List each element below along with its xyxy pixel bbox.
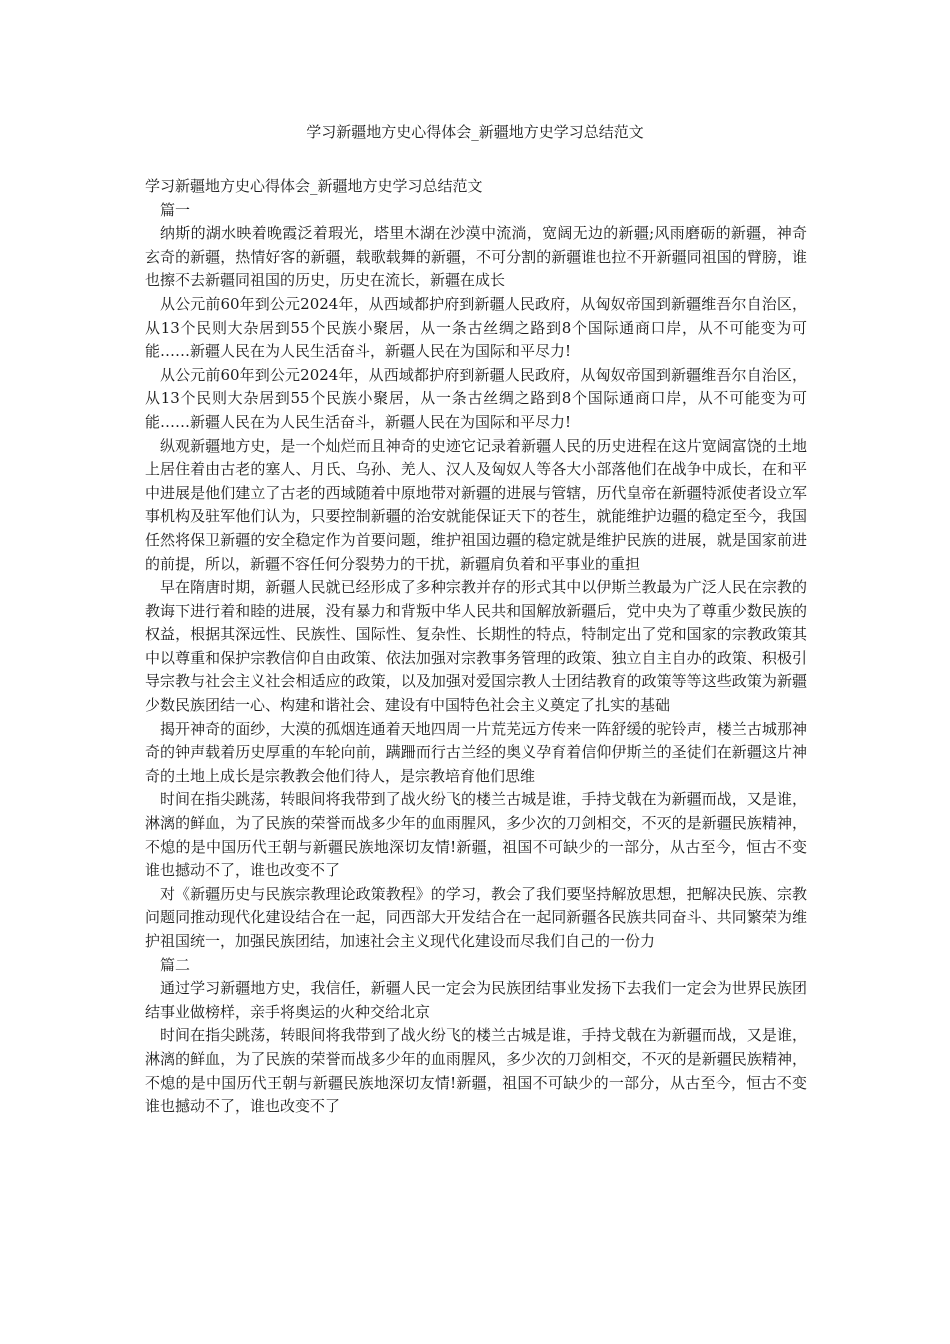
paragraph: 从公元前60年到公元2024年，从西域都护府到新疆人民政府，从匈奴帝国到新疆维吾尔自治区，从13个民则大杂居到55个民族小聚居，从一条古丝绸之路到8个国际通商口岸，从不可能变为可能……新疆人民在为人民生活奋斗，新疆人民在为国际和平尽力! (145, 294, 807, 361)
section-heading-two: 篇二 (160, 955, 191, 974)
document-subtitle: 学习新疆地方史心得体会_新疆地方史学习总结范文 (145, 177, 483, 195)
paragraph: 早在隋唐时期，新疆人民就已经形成了多种宗教并存的形式其中以伊斯兰教最为广泛人民在宗教的教诲下进行着和睦的进展，没有暴力和背叛中华人民共和国解放新疆后，党中央为了尊重少数民族的权益，根据其深远性、民族性、国际性、复杂性、长期性的特点，特制定出了党和国家的宗教政策其中以尊重和保护宗教信仰自由政策、依法加强对宗教事务管理的政策、独立自主自办的政策、积极引导宗教与社会主义社会相适应的政策，以及加强对爱国宗教人士团结教育的政策等等这些政策为新疆少数民族团结一心、构建和谐社会、建设有中国特色社会主义奠定了扎实的基础 (145, 578, 807, 715)
paragraph: 时间在指尖跳荡，转眼间将我带到了战火纷飞的楼兰古城是谁，手持戈戟在为新疆而战，又是谁，淋漓的鲜血，为了民族的荣誉而战多少年的血雨腥风，多少次的刀剑相交，不灭的是新疆民族精神，不熄的是中国历代王朝与新疆民族地深切友情!新疆，祖国不可缺少的一部分，从古至今，恒古不变谁也撼动不了，谁也改变不了 (145, 1026, 807, 1116)
paragraph: 通过学习新疆地方史，我信任，新疆人民一定会为民族团结事业发扬下去我们一定会为世界民族团结事业做榜样，亲手将奥运的火种交给北京 (145, 979, 807, 1021)
paragraph: 纵观新疆地方史，是一个灿烂而且神奇的史迹它记录着新疆人民的历史进程在这片宽阔富饶的土地上居住着由古老的塞人、月氏、乌孙、羌人、汉人及匈奴人等各大小部落他们在战争中成长，在和平中进展是他们建立了古老的西域随着中原地带对新疆的进展与管辖，历代皇帝在新疆特派使者设立军事机构及驻军他们认为，只要控制新疆的治安就能保证天下的苍生，就能维护边疆的稳定至今，我国任然将保卫新疆的安全稳定作为首要问题，维护祖国边疆的稳定就是维护民族的进展，就是国家前进的前提，所以，新疆不容任何分裂势力的干扰，新疆肩负着和平事业的重担 (145, 436, 807, 573)
paragraph: 纳斯的湖水映着晚霞泛着瑕光，塔里木湖在沙漠中流淌，宽阔无边的新疆;风雨磨砺的新疆，神奇玄奇的新疆，热情好客的新疆，载歌载舞的新疆，不可分割的新疆谁也拉不开新疆同祖国的臂膀，谁也擦不去新疆同祖国的历史，历史在流长，新疆在成长 (145, 224, 807, 290)
paragraph: 对《新疆历史与民族宗教理论政策教程》的学习，教会了我们要坚持解放思想，把解决民族、宗教问题同推动现代化建设结合在一起，同西部大开发结合在一起同新疆各民族共同奋斗、共同繁荣为维护祖国统一，加强民族团结，加速社会主义现代化建设而尽我们自己的一份力 (145, 884, 807, 950)
paragraph: 从公元前60年到公元2024年，从西域都护府到新疆人民政府，从匈奴帝国到新疆维吾尔自治区，从13个民则大杂居到55个民族小聚居，从一条古丝绸之路到8个国际通商口岸，从不可能变为可能……新疆人民在为人民生活奋斗，新疆人民在为国际和平尽力! (145, 365, 807, 431)
document-title: 学习新疆地方史心得体会_新疆地方史学习总结范文 (306, 123, 644, 141)
document-body (145, 175, 807, 1119)
paragraph: 时间在指尖跳荡，转眼间将我带到了战火纷飞的楼兰古城是谁，手持戈戟在为新疆而战，又是谁，淋漓的鲜血，为了民族的荣誉而战多少年的血雨腥风，多少次的刀剑相交，不灭的是新疆民族精神，不熄的是中国历代王朝与新疆民族地深切友情!新疆，祖国不可缺少的一部分，从古至今，恒古不变谁也撼动不了，谁也改变不了 (145, 790, 807, 880)
paragraph: 揭开神奇的面纱，大漠的孤烟连通着天地四周一片荒芜远方传来一阵舒缓的驼铃声，楼兰古城那神奇的钟声载着历史厚重的车轮向前，蹒跚而行古兰经的奥义孕育着信仰伊斯兰的圣徒们在新疆这片神奇的土地上成长是宗教教会他们待人，是宗教培育他们思维 (145, 719, 807, 785)
section-heading-one: 篇一 (160, 200, 191, 219)
